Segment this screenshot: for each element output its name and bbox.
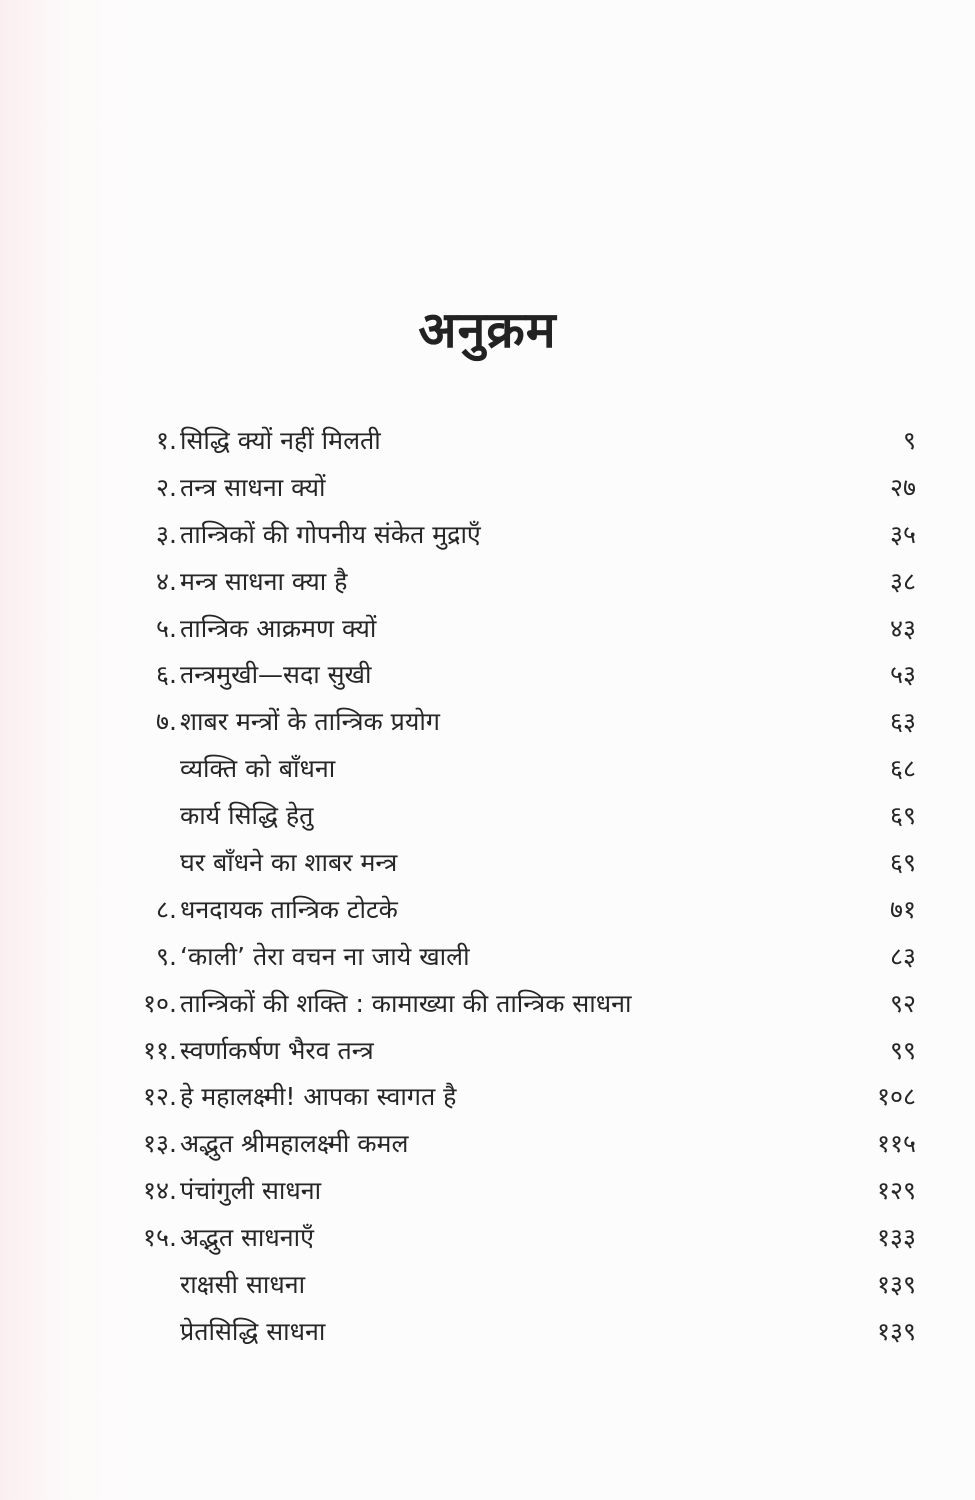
page-number: ९९ [889, 1035, 916, 1065]
chapter-number: ६. [156, 660, 177, 690]
toc-entry[interactable] [0, 699, 975, 746]
toc-subentry[interactable] [0, 1309, 975, 1356]
toc-entry[interactable] [0, 1121, 975, 1168]
page-number: ६९ [889, 848, 916, 878]
chapter-title: हे महालक्ष्मी! आपका स्वागत है [180, 1082, 457, 1112]
toc-subentry[interactable] [0, 840, 975, 887]
toc-entry[interactable] [0, 465, 975, 512]
page-number: ६८ [889, 754, 916, 784]
chapter-title: तान्त्रिकों की शक्ति : कामाख्या की तान्त्रिक साधना [180, 988, 632, 1018]
chapter-title: स्वर्णाकर्षण भैरव तन्त्र [180, 1035, 374, 1065]
chapter-title: तन्त्रमुखी—सदा सुखी [180, 660, 372, 690]
toc-subentry[interactable] [0, 746, 975, 793]
chapter-title: तान्त्रिक आक्रमण क्यों [180, 613, 377, 643]
section-title: राक्षसी साधना [180, 1270, 306, 1300]
page-number: ३८ [889, 566, 916, 596]
section-title: प्रेतसिद्धि साधना [180, 1316, 326, 1346]
chapter-number: ५. [156, 613, 177, 643]
chapter-title: शाबर मन्त्रों के तान्त्रिक प्रयोग [180, 707, 440, 737]
toc-entry[interactable] [0, 1168, 975, 1215]
toc-subentry[interactable] [0, 1262, 975, 1309]
page-number: ११५ [876, 1129, 916, 1159]
page-number: ७१ [889, 894, 916, 924]
chapter-number: १२. [143, 1082, 177, 1112]
chapter-title: धनदायक तान्त्रिक टोटके [180, 894, 398, 924]
chapter-title: अद्भुत साधनाएँ [180, 1223, 314, 1253]
chapter-title: मन्त्र साधना क्या है [180, 566, 348, 596]
chapter-number: ३. [156, 519, 177, 549]
toc-entry[interactable] [0, 418, 975, 465]
page-number: ३५ [889, 519, 916, 549]
page-number: ६३ [889, 707, 916, 737]
table-of-contents [0, 418, 975, 1356]
section-title: कार्य सिद्धि हेतु [180, 801, 314, 831]
page-number: ९ [902, 426, 916, 455]
chapter-title: अद्भुत श्रीमहालक्ष्मी कमल [180, 1129, 409, 1159]
toc-entry[interactable] [0, 606, 975, 653]
chapter-title: ‘काली’ तेरा वचन ना जाये खाली [180, 941, 470, 971]
toc-subentry[interactable] [0, 793, 975, 840]
chapter-number: १३. [143, 1129, 177, 1159]
page-number: ६९ [889, 801, 916, 831]
toc-entry[interactable] [0, 559, 975, 606]
page-number: २७ [889, 472, 916, 502]
toc-entry[interactable] [0, 1215, 975, 1262]
page-number: ९२ [889, 988, 916, 1018]
page-number: १३९ [876, 1316, 916, 1346]
toc-entry[interactable] [0, 981, 975, 1028]
section-title: व्यक्ति को बाँधना [180, 754, 336, 784]
page-number: १०८ [876, 1082, 916, 1112]
page-title: अनुक्रम [418, 300, 557, 359]
chapter-number: ९. [156, 941, 177, 971]
chapter-title: तन्त्र साधना क्यों [180, 472, 326, 502]
chapter-title: तान्त्रिकों की गोपनीय संकेत मुद्राएँ [180, 519, 481, 549]
chapter-number: ८. [156, 894, 177, 924]
page-number: ८३ [889, 941, 916, 971]
chapter-number: १४. [143, 1176, 177, 1206]
chapter-number: १. [156, 426, 177, 455]
page-number: ४३ [889, 613, 916, 643]
chapter-title: पंचांगुली साधना [180, 1176, 322, 1206]
toc-entry[interactable] [0, 1074, 975, 1121]
toc-entry[interactable] [0, 652, 975, 699]
chapter-number: १५. [143, 1223, 177, 1253]
chapter-title: सिद्धि क्यों नहीं मिलती [180, 426, 381, 455]
chapter-number: ७. [156, 707, 177, 737]
page-number: १३३ [876, 1223, 916, 1253]
page-number: १३९ [876, 1270, 916, 1300]
toc-entry[interactable] [0, 512, 975, 559]
page-number: ५३ [889, 660, 916, 690]
section-title: घर बाँधने का शाबर मन्त्र [180, 848, 398, 878]
chapter-number: ११. [143, 1035, 177, 1065]
toc-entry[interactable] [0, 1028, 975, 1075]
toc-entry[interactable] [0, 934, 975, 981]
toc-entry[interactable] [0, 887, 975, 934]
chapter-number: ४. [156, 566, 177, 596]
chapter-number: २. [156, 472, 177, 502]
chapter-number: १०. [143, 988, 177, 1018]
page-number: १२९ [876, 1176, 916, 1206]
